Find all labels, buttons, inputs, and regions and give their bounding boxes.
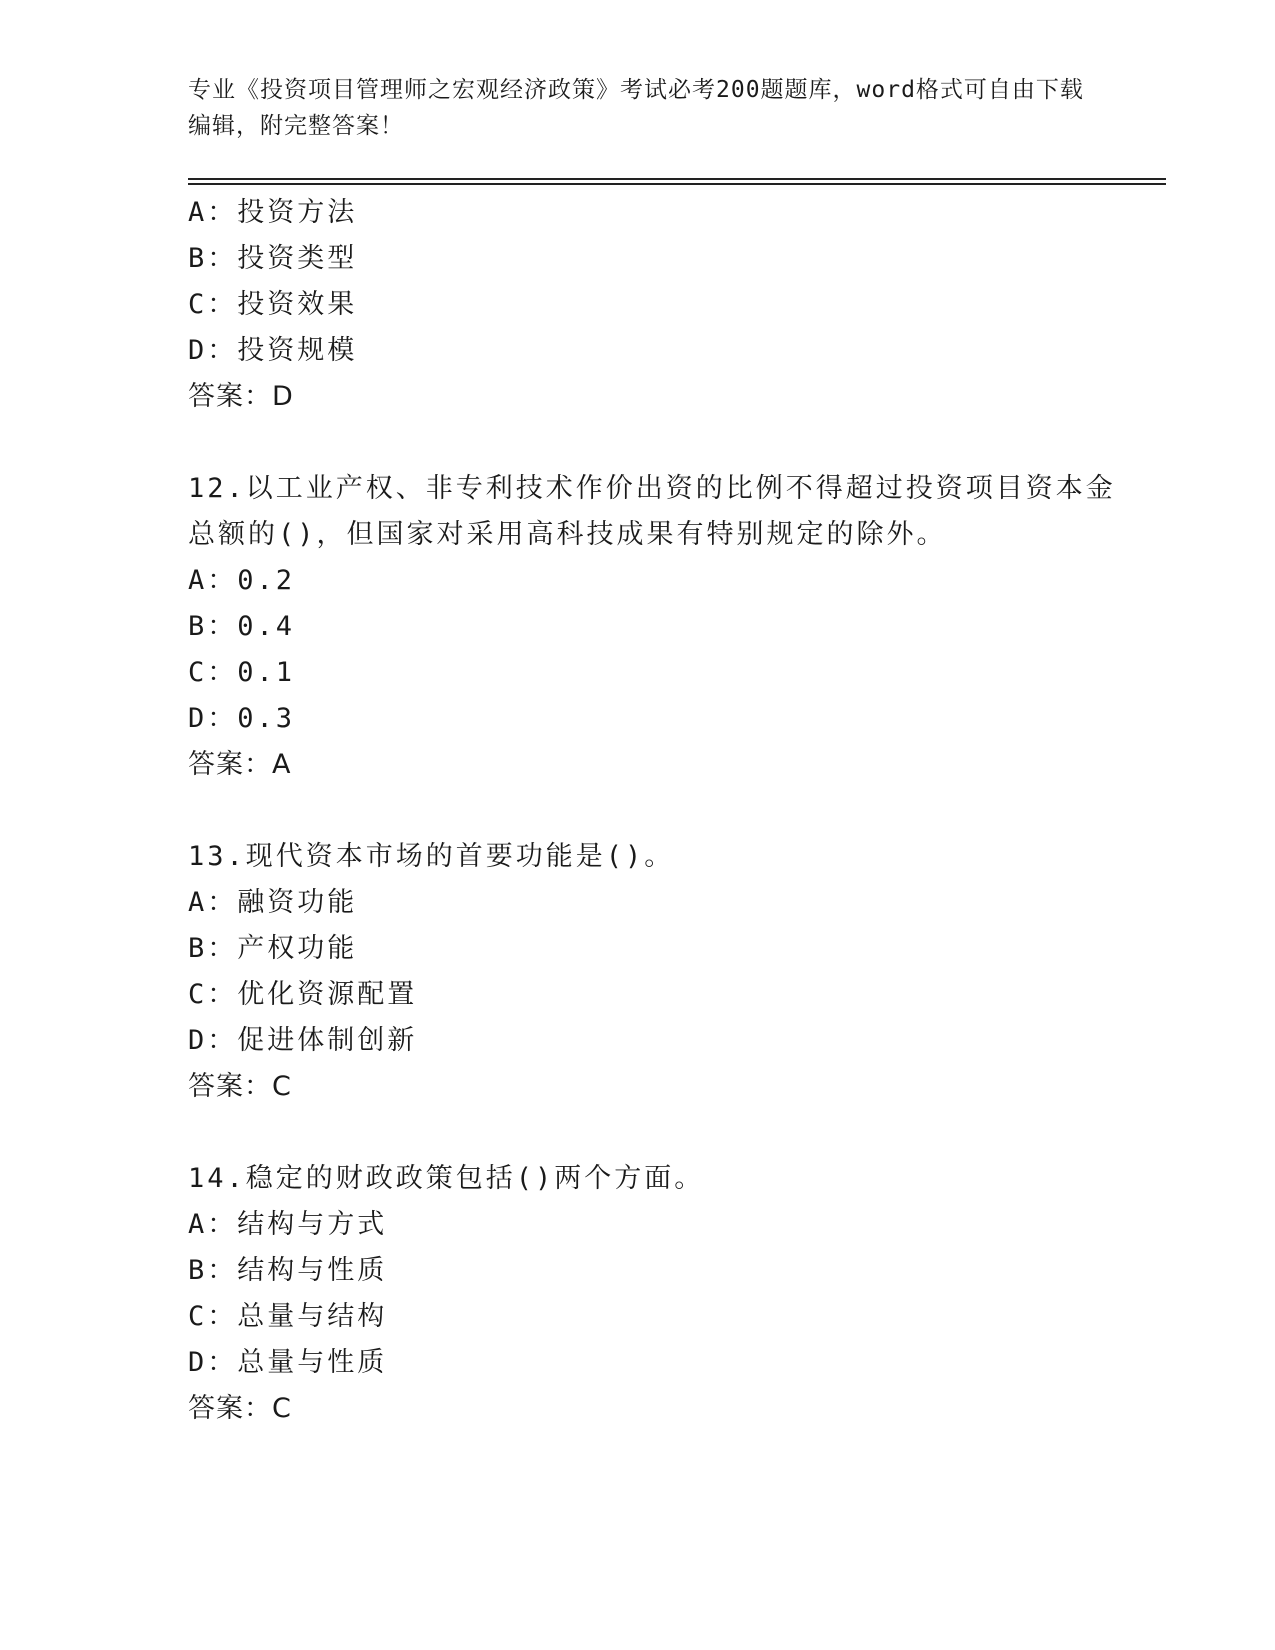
- question-stem: 12.以工业产权、非专利技术作价出资的比例不得超过投资项目资本金总额的()，但国家对采用高科技成果有特别规定的除外。: [188, 473, 1116, 550]
- option-c: C：总量与结构: [188, 1301, 388, 1332]
- answer: 答案：C: [188, 1393, 292, 1424]
- question-list: [188, 190, 1128, 1432]
- header-rule-bottom: [188, 183, 1166, 185]
- question-block: [188, 1156, 1128, 1432]
- option-b: B：0.4: [188, 611, 296, 642]
- answer: 答案：C: [188, 1071, 292, 1102]
- spacer: [188, 420, 1128, 466]
- option-d: D：0.3: [188, 703, 296, 734]
- question-block: [188, 834, 1128, 1110]
- option-b: B：结构与性质: [188, 1255, 388, 1286]
- spacer: [188, 1110, 1128, 1156]
- option-c: C：0.1: [188, 657, 296, 688]
- option-d: D：投资规模: [188, 335, 358, 366]
- header-rule-top: [188, 178, 1166, 180]
- question-stem: 13.现代资本市场的首要功能是()。: [188, 841, 675, 872]
- option-a: A：融资功能: [188, 887, 358, 918]
- spacer: [188, 788, 1128, 834]
- option-d: D：促进体制创新: [188, 1025, 418, 1056]
- answer: 答案：A: [188, 749, 292, 780]
- document-header: 专业《投资项目管理师之宏观经济政策》考试必考200题题库，word格式可自由下载编辑，附完整答案！: [188, 77, 1084, 139]
- option-a: A：0.2: [188, 565, 296, 596]
- option-c: C：优化资源配置: [188, 979, 418, 1010]
- option-d: D：总量与性质: [188, 1347, 388, 1378]
- option-a: A：结构与方式: [188, 1209, 388, 1240]
- question-stem: 14.稳定的财政政策包括()两个方面。: [188, 1163, 705, 1194]
- option-c: C：投资效果: [188, 289, 358, 320]
- answer: 答案：D: [188, 381, 294, 412]
- option-b: B：产权功能: [188, 933, 358, 964]
- question-block: [188, 190, 1128, 420]
- option-b: B：投资类型: [188, 243, 358, 274]
- option-a: A：投资方法: [188, 197, 358, 228]
- question-block: [188, 466, 1128, 788]
